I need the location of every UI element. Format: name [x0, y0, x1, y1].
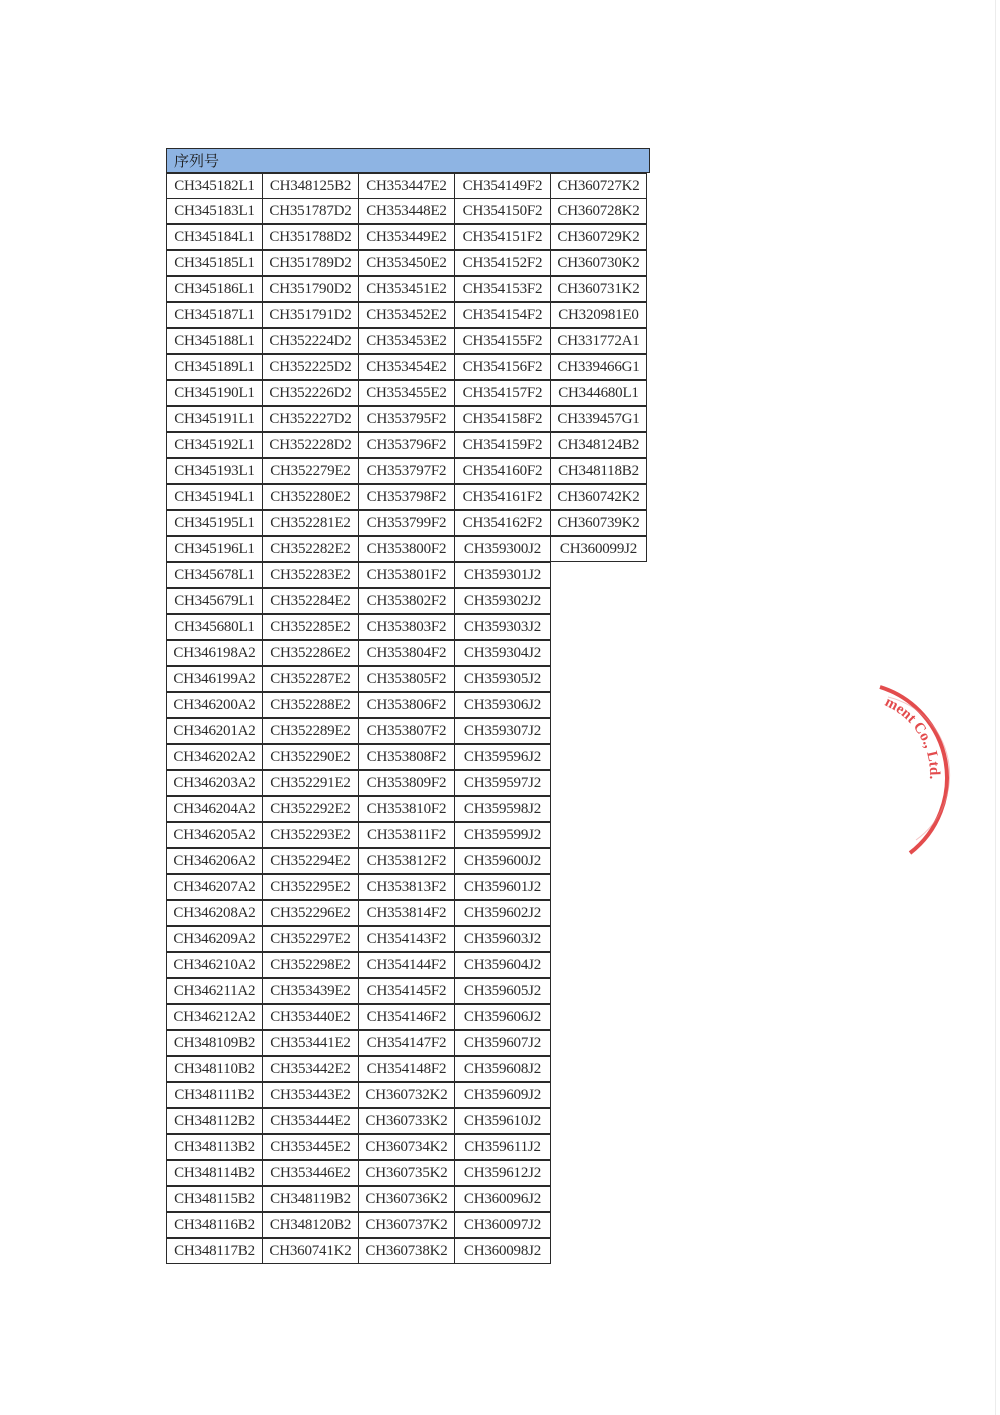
serial-number-cell: CH353449E2 — [358, 224, 455, 250]
serial-number-cell: CH352294E2 — [262, 848, 359, 874]
serial-number-cell: CH345191L1 — [166, 406, 263, 432]
table-row — [166, 927, 650, 953]
serial-number-cell: CH346199A2 — [166, 666, 263, 692]
serial-number-cell: CH346207A2 — [166, 874, 263, 900]
serial-number-cell: CH359307J2 — [454, 718, 551, 744]
serial-number-cell: CH360727K2 — [550, 173, 647, 199]
serial-number-cell: CH354158F2 — [454, 406, 551, 432]
serial-number-cell: CH346209A2 — [166, 926, 263, 952]
serial-number-cell: CH353812F2 — [358, 848, 455, 874]
serial-number-cell: CH353807F2 — [358, 718, 455, 744]
serial-number-cell: CH359597J2 — [454, 770, 551, 796]
serial-number-cell: CH351788D2 — [262, 224, 359, 250]
serial-number-cell: CH353444E2 — [262, 1108, 359, 1134]
serial-number-cell: CH360733K2 — [358, 1108, 455, 1134]
serial-number-cell: CH353810F2 — [358, 796, 455, 822]
table-row — [166, 329, 650, 355]
serial-number-cell: CH352289E2 — [262, 718, 359, 744]
serial-number-cell: CH360738K2 — [358, 1238, 455, 1264]
serial-number-cell: CH360739K2 — [550, 510, 647, 536]
serial-number-cell: CH354157F2 — [454, 380, 551, 406]
serial-number-cell: CH359608J2 — [454, 1056, 551, 1082]
serial-number-cell: CH359306J2 — [454, 692, 551, 718]
serial-number-cell: CH352284E2 — [262, 588, 359, 614]
serial-number-cell: CH348119B2 — [262, 1186, 359, 1212]
table-row — [166, 459, 650, 485]
serial-number-cell: CH360742K2 — [550, 484, 647, 510]
serial-number-cell: CH354150F2 — [454, 198, 551, 224]
serial-number-cell: CH345193L1 — [166, 458, 263, 484]
serial-number-cell: CH359302J2 — [454, 588, 551, 614]
serial-number-cell: CH353796F2 — [358, 432, 455, 458]
serial-number-cell: CH360097J2 — [454, 1212, 551, 1238]
serial-number-cell: CH352280E2 — [262, 484, 359, 510]
seal-text: ment Co., Ltd. — [882, 694, 943, 780]
serial-number-cell: CH320981E0 — [550, 302, 647, 328]
scan-edge — [995, 0, 996, 1415]
serial-number-cell: CH353799F2 — [358, 510, 455, 536]
serial-number-cell: CH360737K2 — [358, 1212, 455, 1238]
table-row — [166, 823, 650, 849]
serial-number-cell: CH353442E2 — [262, 1056, 359, 1082]
serial-number-cell: CH346211A2 — [166, 978, 263, 1004]
serial-number-cell: CH354149F2 — [454, 173, 551, 199]
serial-number-cell: CH353454E2 — [358, 354, 455, 380]
serial-number-cell: CH354156F2 — [454, 354, 551, 380]
serial-number-cell: CH351790D2 — [262, 276, 359, 302]
serial-number-cell: CH351791D2 — [262, 302, 359, 328]
serial-number-cell: CH346198A2 — [166, 640, 263, 666]
table-row — [166, 381, 650, 407]
table-row — [166, 615, 650, 641]
serial-number-cell: CH345196L1 — [166, 536, 263, 562]
serial-number-cell: CH352279E2 — [262, 458, 359, 484]
serial-number-cell: CH354148F2 — [358, 1056, 455, 1082]
serial-number-cell: CH345185L1 — [166, 250, 263, 276]
serial-number-cell: CH354153F2 — [454, 276, 551, 302]
serial-number-cell: CH348120B2 — [262, 1212, 359, 1238]
serial-number-cell: CH360734K2 — [358, 1134, 455, 1160]
table-row — [166, 1239, 650, 1265]
serial-number-cell: CH345194L1 — [166, 484, 263, 510]
serial-number-cell: CH353451E2 — [358, 276, 455, 302]
serial-number-cell: CH348112B2 — [166, 1108, 263, 1134]
serial-number-cell: CH352296E2 — [262, 900, 359, 926]
serial-number-cell: CH360099J2 — [550, 536, 647, 562]
table-body — [166, 173, 650, 1265]
table-row — [166, 173, 650, 199]
serial-number-cell: CH348115B2 — [166, 1186, 263, 1212]
serial-number-cell: CH353452E2 — [358, 302, 455, 328]
serial-number-cell: CH352225D2 — [262, 354, 359, 380]
table-row — [166, 511, 650, 537]
table-row — [166, 641, 650, 667]
serial-number-cell: CH359607J2 — [454, 1030, 551, 1056]
serial-number-cell: CH354147F2 — [358, 1030, 455, 1056]
serial-number-cell: CH352288E2 — [262, 692, 359, 718]
serial-number-cell: CH354146F2 — [358, 1004, 455, 1030]
serial-number-cell: CH351787D2 — [262, 198, 359, 224]
table-row — [166, 771, 650, 797]
serial-number-cell: CH346204A2 — [166, 796, 263, 822]
company-seal-stamp — [862, 675, 962, 865]
table-row — [166, 303, 650, 329]
serial-number-cell: CH353439E2 — [262, 978, 359, 1004]
table-row — [166, 953, 650, 979]
serial-number-cell: CH359305J2 — [454, 666, 551, 692]
table-row — [166, 693, 650, 719]
serial-number-cell: CH346205A2 — [166, 822, 263, 848]
serial-number-cell: CH353448E2 — [358, 198, 455, 224]
serial-number-cell: CH359301J2 — [454, 562, 551, 588]
table-row — [166, 901, 650, 927]
serial-number-cell: CH359304J2 — [454, 640, 551, 666]
serial-number-cell: CH352285E2 — [262, 614, 359, 640]
serial-number-cell: CH352227D2 — [262, 406, 359, 432]
serial-number-cell: CH345184L1 — [166, 224, 263, 250]
serial-number-cell: CH348125B2 — [262, 173, 359, 199]
table-row — [166, 1213, 650, 1239]
serial-number-cell: CH351789D2 — [262, 250, 359, 276]
table-row — [166, 537, 650, 563]
serial-number-cell: CH348110B2 — [166, 1056, 263, 1082]
serial-number-cell: CH360731K2 — [550, 276, 647, 302]
table-row — [166, 1005, 650, 1031]
table-row — [166, 979, 650, 1005]
serial-number-cell: CH359609J2 — [454, 1082, 551, 1108]
serial-number-cell: CH359601J2 — [454, 874, 551, 900]
table-row — [166, 849, 650, 875]
serial-number-cell: CH360732K2 — [358, 1082, 455, 1108]
serial-number-cell: CH345195L1 — [166, 510, 263, 536]
serial-number-cell: CH345182L1 — [166, 173, 263, 199]
serial-number-cell: CH346202A2 — [166, 744, 263, 770]
serial-number-cell: CH359596J2 — [454, 744, 551, 770]
serial-number-cell: CH359602J2 — [454, 900, 551, 926]
serial-number-cell: CH331772A1 — [550, 328, 647, 354]
serial-number-cell: CH353797F2 — [358, 458, 455, 484]
serial-number-cell: CH360736K2 — [358, 1186, 455, 1212]
serial-number-cell: CH345192L1 — [166, 432, 263, 458]
table-row — [166, 1031, 650, 1057]
serial-number-cell: CH353805F2 — [358, 666, 455, 692]
serial-number-cell: CH353447E2 — [358, 173, 455, 199]
table-row — [166, 251, 650, 277]
serial-number-cell: CH346200A2 — [166, 692, 263, 718]
serial-number-cell: CH346203A2 — [166, 770, 263, 796]
serial-number-cell: CH346210A2 — [166, 952, 263, 978]
serial-number-cell: CH352290E2 — [262, 744, 359, 770]
serial-number-cell: CH353455E2 — [358, 380, 455, 406]
serial-number-cell: CH354151F2 — [454, 224, 551, 250]
serial-number-cell: CH352293E2 — [262, 822, 359, 848]
serial-number-cell: CH345680L1 — [166, 614, 263, 640]
serial-number-cell: CH352282E2 — [262, 536, 359, 562]
serial-number-cell: CH339466G1 — [550, 354, 647, 380]
serial-number-cell: CH348111B2 — [166, 1082, 263, 1108]
serial-number-cell: CH348124B2 — [550, 432, 647, 458]
serial-number-cell: CH354159F2 — [454, 432, 551, 458]
serial-number-cell: CH345187L1 — [166, 302, 263, 328]
table-row — [166, 719, 650, 745]
table-row — [166, 1135, 650, 1161]
serial-number-cell: CH354161F2 — [454, 484, 551, 510]
serial-number-cell: CH353441E2 — [262, 1030, 359, 1056]
serial-number-cell: CH359604J2 — [454, 952, 551, 978]
serial-number-cell: CH353811F2 — [358, 822, 455, 848]
table-row — [166, 589, 650, 615]
serial-number-cell: CH360730K2 — [550, 250, 647, 276]
serial-number-cell: CH346212A2 — [166, 1004, 263, 1030]
serial-number-cell: CH353803F2 — [358, 614, 455, 640]
serial-number-cell: CH348118B2 — [550, 458, 647, 484]
serial-number-cell: CH339457G1 — [550, 406, 647, 432]
serial-number-cell: CH359598J2 — [454, 796, 551, 822]
table-row — [166, 745, 650, 771]
table-row — [166, 199, 650, 225]
serial-number-cell: CH353801F2 — [358, 562, 455, 588]
serial-number-cell: CH352226D2 — [262, 380, 359, 406]
serial-number-cell: CH353443E2 — [262, 1082, 359, 1108]
serial-number-cell: CH353800F2 — [358, 536, 455, 562]
table-header: 序列号 — [166, 148, 650, 173]
serial-number-cell: CH359611J2 — [454, 1134, 551, 1160]
serial-number-cell: CH348117B2 — [166, 1238, 263, 1264]
serial-number-cell: CH354152F2 — [454, 250, 551, 276]
serial-number-cell: CH352292E2 — [262, 796, 359, 822]
table-row — [166, 1057, 650, 1083]
serial-number-cell: CH360735K2 — [358, 1160, 455, 1186]
serial-number-cell: CH354145F2 — [358, 978, 455, 1004]
table-row — [166, 1187, 650, 1213]
serial-number-cell: CH352287E2 — [262, 666, 359, 692]
serial-number-cell: CH348113B2 — [166, 1134, 263, 1160]
serial-number-cell: CH346206A2 — [166, 848, 263, 874]
serial-number-cell: CH359605J2 — [454, 978, 551, 1004]
serial-number-cell: CH345679L1 — [166, 588, 263, 614]
serial-number-cell: CH348109B2 — [166, 1030, 263, 1056]
serial-number-cell: CH348114B2 — [166, 1160, 263, 1186]
serial-number-cell: CH359303J2 — [454, 614, 551, 640]
serial-number-cell: CH353795F2 — [358, 406, 455, 432]
table-row — [166, 667, 650, 693]
table-row — [166, 797, 650, 823]
serial-number-cell: CH352295E2 — [262, 874, 359, 900]
table-row — [166, 355, 650, 381]
serial-number-cell: CH345183L1 — [166, 198, 263, 224]
serial-number-cell: CH352298E2 — [262, 952, 359, 978]
serial-number-cell: CH345190L1 — [166, 380, 263, 406]
serial-number-cell: CH360729K2 — [550, 224, 647, 250]
serial-number-cell: CH354160F2 — [454, 458, 551, 484]
table-row — [166, 563, 650, 589]
table-row — [166, 407, 650, 433]
serial-number-cell: CH354143F2 — [358, 926, 455, 952]
serial-number-cell: CH360728K2 — [550, 198, 647, 224]
serial-number-cell: CH353813F2 — [358, 874, 455, 900]
serial-number-cell: CH353808F2 — [358, 744, 455, 770]
serial-number-cell: CH359599J2 — [454, 822, 551, 848]
serial-number-cell: CH354144F2 — [358, 952, 455, 978]
serial-number-cell: CH360096J2 — [454, 1186, 551, 1212]
serial-number-cell: CH353814F2 — [358, 900, 455, 926]
serial-number-cell: CH354154F2 — [454, 302, 551, 328]
serial-number-cell: CH359603J2 — [454, 926, 551, 952]
serial-number-cell: CH345678L1 — [166, 562, 263, 588]
serial-number-cell: CH352224D2 — [262, 328, 359, 354]
serial-number-cell: CH352281E2 — [262, 510, 359, 536]
table-row — [166, 433, 650, 459]
serial-number-cell: CH353440E2 — [262, 1004, 359, 1030]
serial-number-cell: CH348116B2 — [166, 1212, 263, 1238]
serial-number-cell: CH353450E2 — [358, 250, 455, 276]
table-row — [166, 1161, 650, 1187]
serial-number-cell: CH360741K2 — [262, 1238, 359, 1264]
table-row — [166, 1083, 650, 1109]
serial-number-cell: CH353802F2 — [358, 588, 455, 614]
serial-number-cell: CH359600J2 — [454, 848, 551, 874]
table-row — [166, 485, 650, 511]
serial-number-cell: CH353445E2 — [262, 1134, 359, 1160]
serial-number-cell: CH353798F2 — [358, 484, 455, 510]
serial-number-cell: CH359300J2 — [454, 536, 551, 562]
serial-number-cell: CH346201A2 — [166, 718, 263, 744]
serial-number-cell: CH354162F2 — [454, 510, 551, 536]
serial-number-cell: CH352297E2 — [262, 926, 359, 952]
serial-number-cell: CH352286E2 — [262, 640, 359, 666]
serial-number-cell: CH345188L1 — [166, 328, 263, 354]
table-row — [166, 1109, 650, 1135]
serial-number-cell: CH353446E2 — [262, 1160, 359, 1186]
serial-number-table — [166, 148, 650, 1265]
serial-number-cell: CH345189L1 — [166, 354, 263, 380]
serial-number-cell: CH344680L1 — [550, 380, 647, 406]
serial-number-cell: CH352228D2 — [262, 432, 359, 458]
table-row — [166, 875, 650, 901]
serial-number-cell: CH359610J2 — [454, 1108, 551, 1134]
serial-number-cell: CH354155F2 — [454, 328, 551, 354]
table-row — [166, 277, 650, 303]
serial-number-cell: CH353809F2 — [358, 770, 455, 796]
serial-number-cell: CH359612J2 — [454, 1160, 551, 1186]
table-row — [166, 225, 650, 251]
serial-number-cell: CH352283E2 — [262, 562, 359, 588]
serial-number-cell: CH345186L1 — [166, 276, 263, 302]
serial-number-cell: CH360098J2 — [454, 1238, 551, 1264]
serial-number-cell: CH353453E2 — [358, 328, 455, 354]
serial-number-cell: CH359606J2 — [454, 1004, 551, 1030]
serial-number-cell: CH353806F2 — [358, 692, 455, 718]
serial-number-cell: CH346208A2 — [166, 900, 263, 926]
serial-number-cell: CH353804F2 — [358, 640, 455, 666]
serial-number-cell: CH352291E2 — [262, 770, 359, 796]
